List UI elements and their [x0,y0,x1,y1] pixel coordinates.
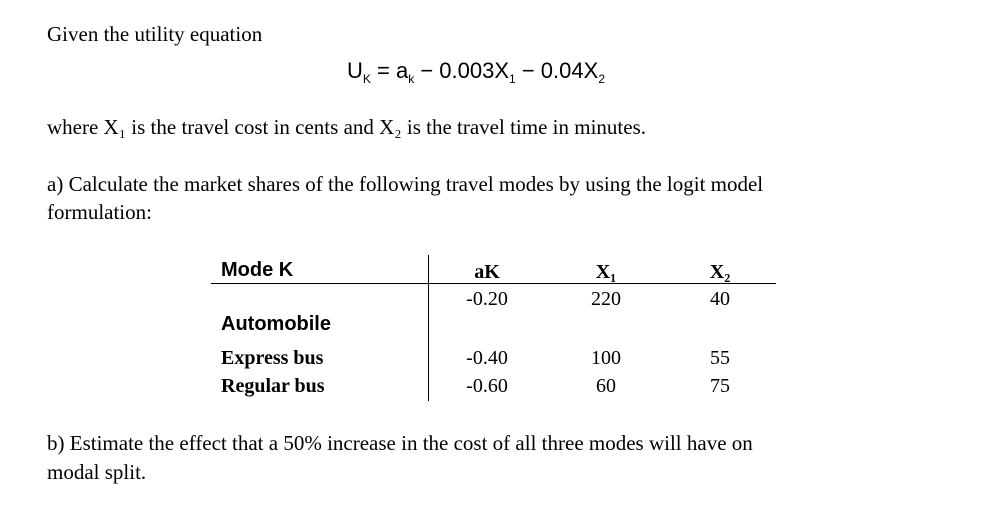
eq-term1-sub: 1 [509,72,516,86]
cell-regular-bus-a: -0.60 [466,375,508,397]
intro-text: Given the utility equation [47,22,263,46]
header-a: aK [474,261,500,283]
table-vertical-divider [428,255,429,401]
cell-express-bus-x2: 55 [710,347,730,369]
header-x2: X₂ [709,261,731,283]
row-label-regular-bus: Regular bus [221,375,325,397]
cell-automobile-x2: 40 [710,288,730,310]
part-b-line2: modal split. [47,460,147,484]
row-label-express-bus: Express bus [221,347,324,369]
cell-express-bus-a: -0.40 [466,347,508,369]
eq-u: U [347,58,363,83]
eq-term2: − 0.04X [515,58,599,83]
part-a-line1: a) Calculate the market shares of the following travel modes by using the logit model [47,172,764,196]
cell-express-bus-x1: 100 [591,347,621,369]
part-a-line2: formulation: [47,200,152,224]
eq-a: = a [377,58,409,83]
cell-automobile-x1: 220 [591,288,621,310]
eq-term2-sub: 2 [598,72,605,86]
utility-equation [347,60,605,85]
table-header-divider [211,283,776,284]
cell-regular-bus-x1: 60 [596,375,616,397]
eq-u-sub: K [362,72,371,86]
cell-regular-bus-x2: 75 [710,375,730,397]
eq-a-sub: k [408,72,415,86]
row-label-automobile: Automobile [221,313,331,335]
header-mode: Mode K [221,259,294,281]
part-b-line1: b) Estimate the effect that a 50% increase in the cost of all three modes will have on [47,431,753,455]
eq-term1: − 0.003X [414,58,510,83]
cell-automobile-a: -0.20 [466,288,508,310]
header-x1: X₁ [595,261,617,283]
where-text: where X₁ is the travel cost in cents and X₂ is the travel time in minutes. [47,115,646,139]
